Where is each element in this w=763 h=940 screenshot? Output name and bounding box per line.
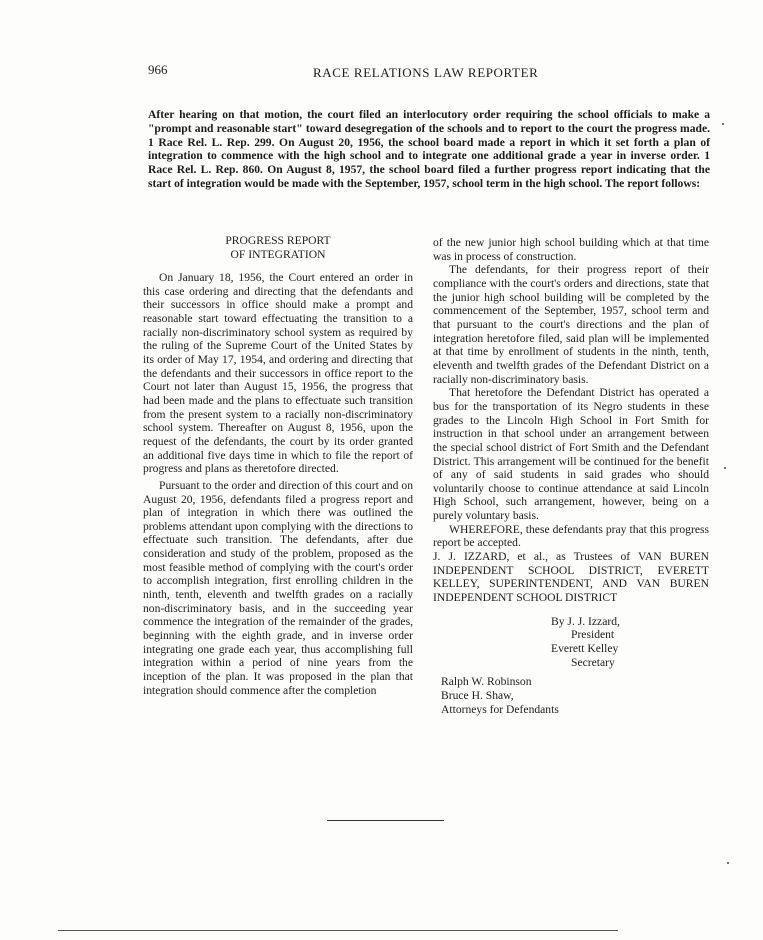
intro-paragraph: After hearing on that motion, the court filed an interlocutory order requiring the school officials to make a "prompt and reasonable start" toward desegregation of the schools and to report to the court the progress made. 1 Race Rel. L. Rep. 299. On August 20, 1956, the school board made a report in which it set forth a plan of integration to commence with the high school and to integrate one additional grade a year in inverse order. 1 Race Rel. L. Rep. 860. On August 8, 1957, the school board filed a further progress report indicating that the start of integration would be made with the September, 1957, school term in the high school. The report follows: (148, 108, 710, 190)
signature-by-line: By J. J. Izzard, (551, 614, 620, 628)
scan-speck (724, 467, 726, 469)
page-number: 966 (148, 62, 168, 77)
signature-title-secretary: Secretary (571, 655, 615, 669)
report-title (143, 234, 413, 261)
signers: J. J. IZZARD, et al., as Trustees of VAN BUREN INDEPENDENT SCHOOL DISTRICT, EVERETT KELLEY, SUPERINTENDENT, AND VAN BUREN INDEPENDENT SCHOOL DISTRICT (433, 550, 709, 605)
attorney-name-2: Bruce H. Shaw, (441, 689, 514, 702)
page-bottom-rule (58, 930, 618, 931)
left-column (143, 234, 413, 697)
attorney-role: Attorneys for Defendants (441, 702, 559, 716)
report-paragraph-1: On January 18, 1956, the Court entered an order in this case ordering and directing that the defendants and their successors in office should make a prompt and reasonable start toward effectuating the transition to a racially non-discriminatory school system as required by the ruling of the Supreme Court of the United States by its order of May 17, 1954, and ordering and directing that the defendants and their successors in office report to the Court not later than August 15, 1956, the progress that had been made and the plans to effectuate such transition from the present system to a racially non-discriminatory school system. Thereafter on August 8, 1956, upon the request of the defendants, the court by its order granted an additional five days time in which to file the report of progress and plans as theretofore directed. (143, 271, 413, 476)
report-title-line2: OF INTEGRATION (230, 247, 326, 261)
report-paragraph-5: WHEREFORE, these defendants pray that this progress report be accepted. (433, 522, 709, 550)
attorneys-block (441, 675, 709, 716)
signature-title-president: President (571, 628, 615, 642)
scan-speck (727, 862, 729, 864)
report-paragraph-2-continued: of the new junior high school building which at that time was in process of construction. (433, 236, 709, 263)
report-title-line1: PROGRESS REPORT (225, 234, 331, 247)
section-divider (327, 820, 444, 821)
report-paragraph-3: The defendants, for their progress report of their compliance with the court's orders and directions, state that the junior high school building will be completed by the commencement of the September, 1957, school term and that pursuant to the court's directions and the plan of integration heretofore filed, said plan will be implemented at that time by enrollment of students in the ninth, tenth, eleventh and twelfth grades of the Defendant District on a racially non-discriminatory basis. (433, 263, 709, 386)
right-column (433, 236, 709, 716)
report-paragraph-2: Pursuant to the order and direction of this court and on August 20, 1956, defendants filed a progress report and plan of integration in which there was outlined the problems attendant upon complying with the directions to effectuate such transition. The defendants, after due consideration and study of the problem, proposed as the most feasible method of complying with the court's order to accomplish integration, first enrolling children in the ninth, tenth, eleventh and twelfth grades on a racially non-discriminatory basis, and in the succeeding year commence the integration of the remainder of the grades, beginning with the eighth grade, and in inverse order integrating one grade each year, thus accomplishing full integration within a period of nine years from the inception of the plan. It was proposed in the plan that integration should commence after the completion (143, 478, 413, 697)
scan-speck (722, 123, 724, 125)
signature-name-secretary: Everett Kelley (551, 642, 619, 656)
signature-block (551, 615, 709, 670)
running-head: RACE RELATIONS LAW REPORTER (313, 65, 539, 80)
attorney-name-1: Ralph W. Robinson (441, 675, 532, 689)
report-paragraph-4: That heretofore the Defendant District has operated a bus for the transportation of its Negro students in these grades to the Lincoln High School in Fort Smith for instruction in that school under an arrangement between the special school district of Fort Smith and the Defendant District. This arrangement will be continued for the benefit of any of said students in said grades who should voluntarily choose to continue attendance at said Lincoln High School, such arrangement, however, being on a purely voluntary basis. (433, 386, 709, 523)
